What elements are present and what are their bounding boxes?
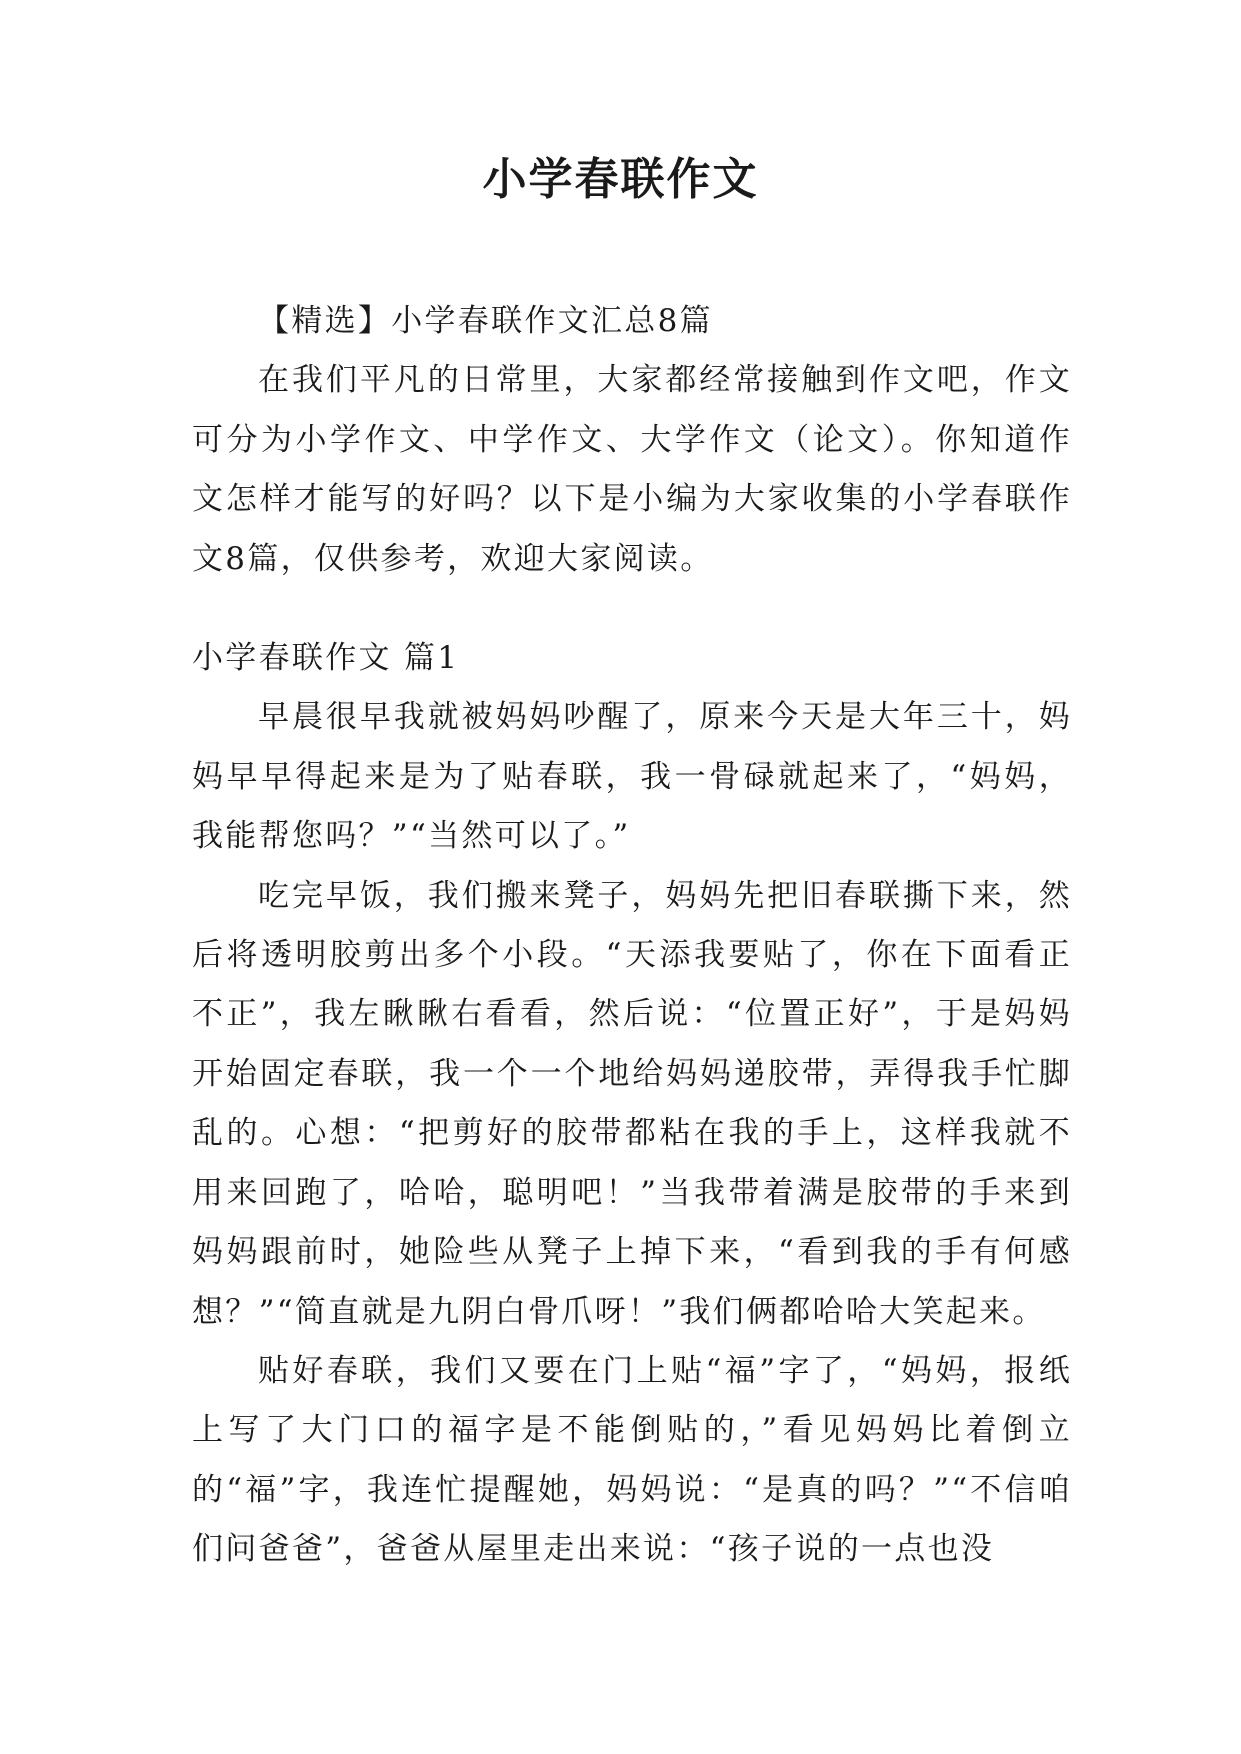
subtitle-paragraph: 【精选】小学春联作文汇总8篇 xyxy=(258,303,713,339)
body-paragraph-3: 贴好春联，我们又要在门上贴“福”字了，“妈妈，报纸上写了大门口的福字是不能倒贴的，”看见妈妈比着倒立的“福”字，我连忙提醒她，妈妈说：“是真的吗？”“不信咱们问爸爸”，爸爸从屋里走出来说：“孩子说的一点也没 xyxy=(192,1352,1072,1568)
section-gap xyxy=(192,589,1072,629)
body-paragraph-1: 早晨很早我就被妈妈吵醒了，原来今天是大年三十，妈妈早早得起来是为了贴春联，我一骨碌就起来了，“妈妈，我能帮您吗？”“当然可以了。” xyxy=(192,699,1072,855)
body-paragraph-2: 吃完早饭，我们搬来凳子，妈妈先把旧春联撕下来，然后将透明胶剪出多个小段。“天添我要贴了，你在下面看正不正”，我左瞅瞅右看看，然后说：“位置正好”，于是妈妈开始固定春联，我一个一个地给妈妈递胶带，弄得我手忙脚乱的。心想：“把剪好的胶带都粘在我的手上，这样我就不用来回跑了，哈哈，聪明吧！”当我带着满是胶带的手来到妈妈跟前时，她险些从凳子上掉下来，“看到我的手有何感想？”“简直就是九阴白骨爪呀！”我们俩都哈哈大笑起来。 xyxy=(192,877,1072,1330)
section-heading: 小学春联作文 篇1 xyxy=(192,640,460,677)
intro-paragraph: 在我们平凡的日常里，大家都经常接触到作文吧，作文可分为小学作文、中学作文、大学作文（论文）。你知道作文怎样才能写的好吗？以下是小编为大家收集的小学春联作文8篇，仅供参考，欢迎大家阅读。 xyxy=(192,362,1072,577)
document-body xyxy=(192,292,1072,1580)
document-title: 小学春联作文 xyxy=(482,154,759,205)
